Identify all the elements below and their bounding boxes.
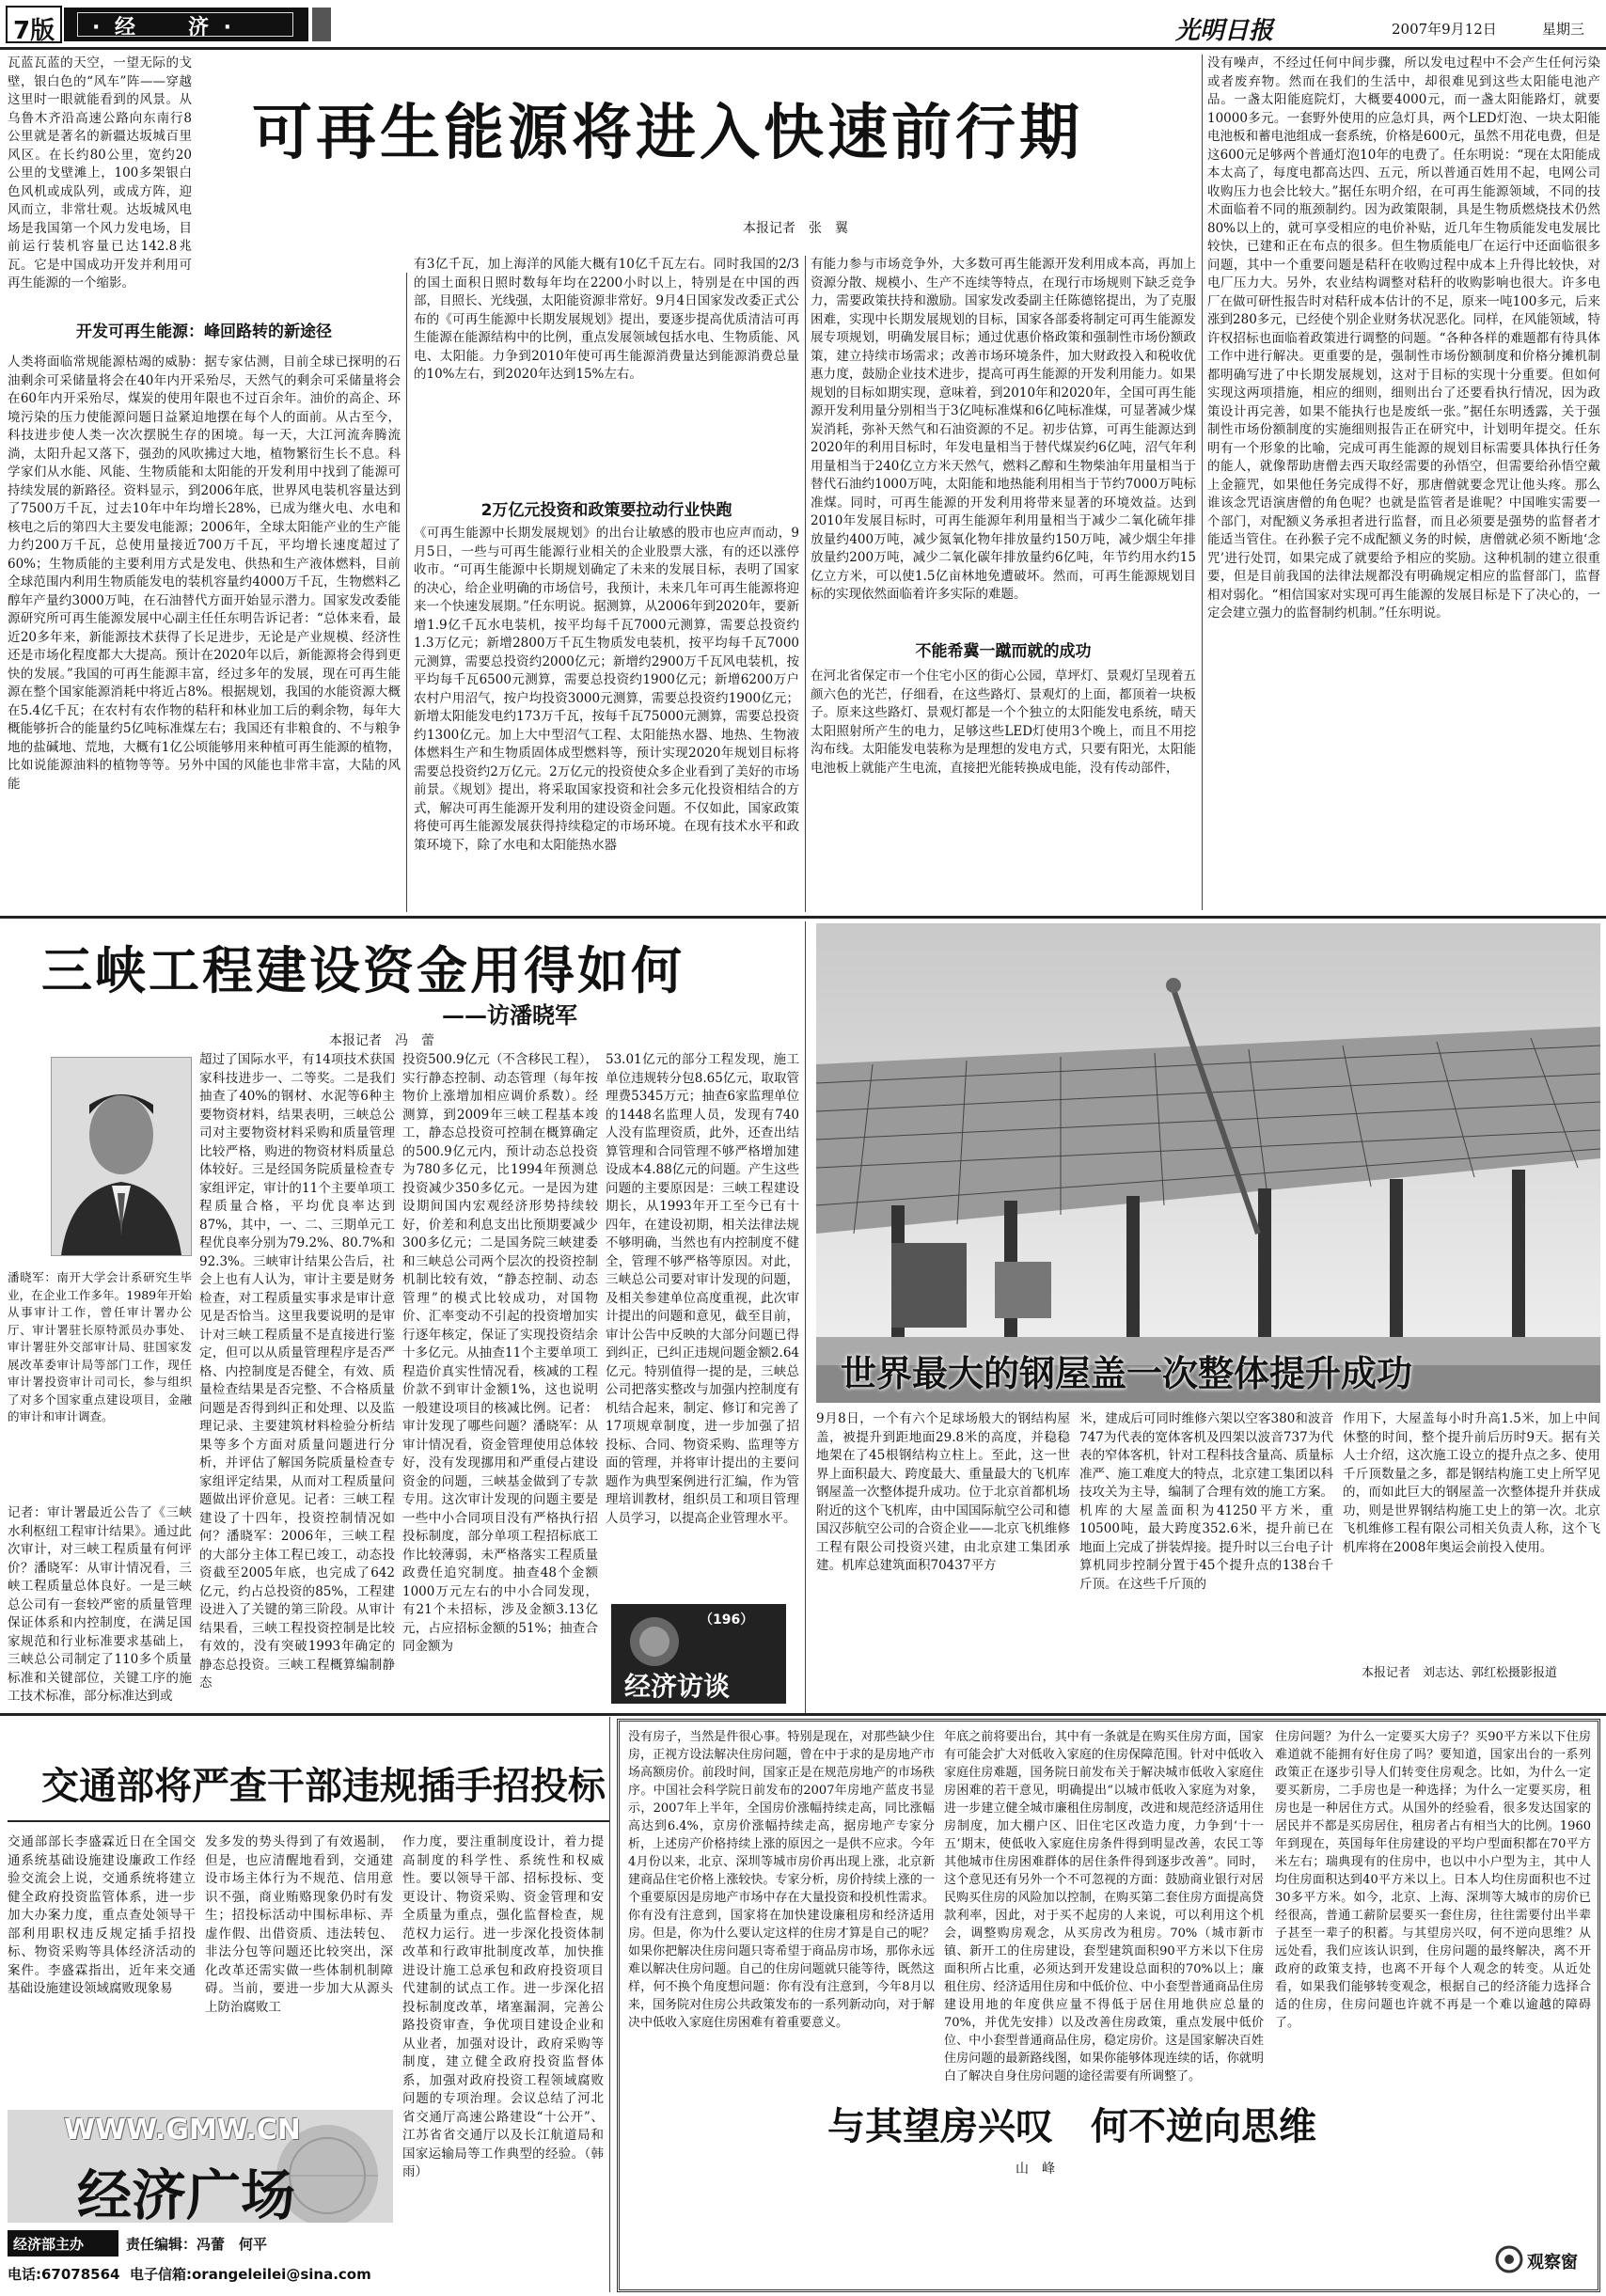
- website-url[interactable]: WWW.GMW.CN: [64, 2114, 301, 2147]
- section-rule: [0, 1713, 1606, 1716]
- lead-col3b-text: 在河北省保定市一个住宅小区的街心公园，草坪灯、景观灯呈现着五颜六色的光芒，仔细看，在这些路灯、景观灯的上面，都顶着一块板子。原来这些路灯、景观灯都是一个个独立的太阳能发电系统，晴天太阳照射所产生的电力，足够这些LED灯使用3个晚上，而且不用挖沟布线。太阳能发电装称为是理想的发电方式，只要有阳光，太阳能电池板上就能产生电流，直接把光能转换成电能，没有传动部件，: [811, 668, 1196, 776]
- housing-author: 山 峰: [1016, 2162, 1055, 2177]
- page-number-badge: [6, 6, 62, 43]
- col-divider: [406, 273, 407, 912]
- steel-roof-col1: 9月8日，一个有六个足球场般大的钢结构屋盖，被提升到距地面29.8米的高度，并稳稳地架在了45根钢结构立柱上。至此，这一世界上面积最大、跨度最大、重量最大的飞机库钢屋盖一次整体提升成功。位于北京首都机场附近的这个飞机库，由中国国际航空公司和德国汉莎航空公司的合资企业——北京飞机维修工程有限公司投资兴建，由北京建工集团承建。机库总建筑面积70437平方: [816, 1411, 1070, 1573]
- lead-subhead-2: 2万亿元投资和政策要拉动行业快跑: [480, 501, 732, 520]
- section-rule: [0, 916, 1606, 919]
- housing-col2: 年底之前将要出台，其中有一条就是在购买住房方面，国家有可能会扩大对低收入家庭的住房保障范围。针对中低收入家庭住房难题，国务院日前发布关于解决城市低收入家庭住房困难的若干意见，明确提出“以城市低收入家庭为对象，进一步建立健全城市廉租住房制度，改进和规范经济适用住房制度，加大棚户区、旧住宅区改造力度，力争到‘十一五’期末，使低收入家庭住房条件得到明显改善，农民工等其他城市住房困难群体的居住条件得到逐步改善”。同时，这个意见还有另外一个不可忽视的方面：鼓励商业银行对居民购买住房的风险加以控制，在购买第二套住房方面提高贷款利率，因此，对于买不起房的人来说，可以利用这个机会，调整购房观念，从买房改为租房。70%（城市新市镇、新开工的住房建设，套型建筑面积90平方米以下住房面积所占比重，必须达到开发建设总面积的70%以上；廉租住房、经济适用住房和中低价位、中小套型普通商品住房建设用地的年度供应量不得低于居住用地供应总量的70%，并优先安排）以及改善住房政策，重点发展中低价位、中小套型普通商品住房，稳定房价。这是国家解决百姓住房问题的最新路线图，如果你能够体现连续的话，你就明白了解决自身住房问题的途径需要有所调整了。: [944, 1730, 1264, 2084]
- lead-byline: 本报记者 张 翼: [743, 221, 848, 236]
- observation-badge: [1495, 2238, 1593, 2281]
- editor-label-text: 经济部主办: [13, 2236, 85, 2253]
- sanxia-subtitle: ——访潘晓军: [442, 1001, 577, 1029]
- editor-names: 责任编辑：冯蕾 何平: [126, 2236, 268, 2253]
- lead-title: 可再生能源将进入快速前行期: [252, 99, 1083, 168]
- col-divider: [805, 256, 806, 912]
- section-band-tail: [312, 8, 331, 41]
- interview-badge-number: （196）: [700, 1612, 754, 1628]
- section-band: [64, 8, 308, 41]
- col-divider: [805, 921, 806, 1713]
- lead-col2b-text: 《可再生能源中长期发展规划》的出台让敏感的股市也应声而动，9月5日，一些与可再生能源行业相关的企业股票大涨，有的还以涨停收市。“可再生能源中长期规划确定了未来的发展目标，表明了国家的决心，给企业明确的市场信号，我预计，未来几年可再生能源将迎来一个快速发展期。”任东明说。据测算，从2006年到2020年，要新增1.9亿千瓦水电装机，按平均每千瓦7000元测算，需要总投资约1.3万亿元；新增2800万千瓦生物质发电装机，按平均每千瓦7000元测算，需要总投资约2000亿元；新增约2900万千瓦风电装机，按平均每千瓦6500元测算，需要总投资约1900亿元；新增6200万户农村户用沼气，按户均投资3000元测算，需要总投资约1900亿元；新增太阳能发电约173万千瓦，按每千瓦75000元测算，需要总投资约1300亿元。加上大中型沼气工程、太阳能热水器、地热、生物液体燃料生产和生物质固体成型燃料等，预计实现2020年规划目标将需要总投资约2万亿元。2万亿元的投资使众多企业看到了美好的市场前景。《规划》提出，将采取国家投资和社会多元化投资相结合的方式，解决可再生能源开发利用的建设资金问题。不仅如此，国家政策将使可再生能源发展获得持续稳定的市场环境。在现有技术水平和政策环境下，除了水电和太阳能热水器: [414, 526, 799, 853]
- sanxia-col4-text: 53.01亿元的部分工程发现，施工单位违规转分包8.65亿元，取取管理费5345万元；抽查6家监理单位的1448名监理人员，发现有740人没有监理资质，此外，还查出结算管理和合同管理不够严格增加建设成本4.88亿元的问题。产生这些问题的主要原因是：三峡工程建设期长，从1993年开工至今已有十四年，在建设初期，相关法律法规不够明确，当然也有内控制度不健全，管理不够严格等原因。对此，三峡总公司要对审计发现的问题，及相关参建单位高度重视，此次审计提出的问题和意见，截至目前，审计公告中反映的大部分问题已得到纠正，已纠正违规问题金额2.64亿元。特别值得一提的是，三峡总公司把落实整改与加强内控制度有机结合起来，制定、修订和完善了17项规章制度，进一步加强了招投标、合同、物资采购、监理等方面的管理，并将审计提出的主要问题作为典型案例进行汇编，作为管理培训教材，组织员工和项目管理人员学习，以提高企业管理水平。: [606, 1052, 799, 1526]
- steel-roof-photo: [816, 923, 1600, 1403]
- lead-col1-text: 人类将面临常规能源枯竭的威胁：据专家估测，目前全球已探明的石油剩余可采储量将会在40年内开采殆尽，天然气的剩余可采储量将会在60年内开采殆尽，煤炭的使用年限也不过百余年。油价的高企、环境污染的压力使能源问题日益紧迫地摆在每个人的面前。从古至今，科技进步使人类一次次摆脱生存的困境。每一天，大江河流奔腾流淌，太阳升起又落下，强劲的风吹拂过大地，植物繁衍生长不息。科学家们从水能、风能、生物质能和太阳能的开发利用中找到了能源可持续发展的新路径。资料显示，到2006年底，世界风电装机容量达到了7500万千瓦，过去10年中年均增长28%，已成为继火电、水电和核电之后的第四大主要发电能源；2006年，全球太阳能产业的生产能力约200万千瓦，总使用量接近700万千瓦，平均增长速度超过了60%；生物质能的主要利用方式是发电、供热和生产液体燃料，目前全球范围内利用生物质能发电的装机容量约4000万千瓦，生物燃料乙醇年产量约3000万吨，在石油替代方面开始显示潜力。国家发改委能源研究所可再生能源发展中心副主任任东明告诉记者：“总体来看，最近20多年来，新能源技术获得了长足进步，无论是产业规模、经济性还是市场化程度都大大提高。预计在2020年以后，新能源将会得到更快的发展。”我国的可再生能源丰富，经过多年的发展，现在可再生能源在整个国家能源消耗中将近占8%。根据规划，我国的水能资源大概在5.4亿千瓦；在农村有农作物的秸秆和林业加工后的剩余物，每年大概能够折合的能量约5亿吨标准煤左右；我国还有非粮食的、不与粮争地的盐碱地、荒地，大概有1亿公顷能够用来种植可再生能源的植物，比如说能源油料的植物等等。另外中国的风能也非常丰富，大陆的风能: [8, 354, 401, 792]
- sanxia-col3-text: 投资500.9亿元（不含移民工程），实行静态控制、动态管理（每年按物价上涨增加相应调价系数）。经测算，到2009年三峡工程基本竣工，静态总投资可控制在概算确定的500.9亿元内，预计动态总投资为780多亿元，比1994年预测总投资减少350多亿元。一是因为建设期间国内宏观经济形势持续较好，价差和利息支出比预期要减少300多亿元；二是国务院三峡建委和三峡总公司两个层次的投资控制机制比较有效，“静态控制、动态管理”的模式比较成功，对国物价、汇率变动不引起的投资增加实行逐年核定，保证了实现投资结余十多亿元。从抽查11个主要单项工程造价真实性情况看，核减的工程价款不到审计金额1%，这也说明一般建设项目的核减比例。记者：审计发现了哪些问题？潘晓军：从审计情况看，资金管理使用总体较好，没有发现挪用和严重侵占建设资金的问题，三峡基金做到了专款专用。这次审计发现的问题主要是一些中小合同项目没有严格执行招投标制度，部分单项工程招标底工作比较薄弱，未严格落实工程质量政费任追究制度。抽查48个金额1000万元左右的中小合同发现，有21个未招标，涉及金额3.13亿元，占应招标金额的51%；抽查合同金额为: [402, 1052, 598, 1654]
- jiaotong-title: 交通部将严查干部违规插手招投标: [41, 1765, 606, 1808]
- sanxia-col2-text: 超过了国际水平，有14项技术获国家科技进步一、二等奖。二是我们抽查了40%的钢材、水泥等6种主要物资材料，结果表明，三峡总公司对主要物资材料采购和质量管理比较严格，购进的物资材料质量总体较好。三是经国务院质量检查专家组评定，审计的11个主要单项工程质量合格，平均优良率达到87%，其中，一、二、三期单元工程优良率分别为79.2%、80.7%和92.3%。三峡审计结果公告后，社会上也有人认为，审计主要是财务检查，对工程质量实事求是审计意见是否恰当。这里我要说明的是审计对三峡工程质量不是直接进行鉴定，但可以从质量管理程序是否严格、内控制度是否健全，有效、质量检查结果是否完整、不合格质量问题是否得到纠正和处理、以及监理记录、主要建筑材料检验分析结果等多个方面对质量问题进行分析，并评估了解国务院质量检查专家组评定结果，从而对工程质量问题做出评价意见。记者：三峡工程建设了十四年，投资控制情况如何？潘晓军：2006年，三峡工程的大部分主体工程已竣工，动态投资截至2005年底，也完成了642亿元，约占总投资的85%，工程建设进入了关键的第三阶段。从审计结果看，三峡工程投资控制是比较有效的，没有突破1993年确定的静态总投资。三峡工程概算编制静态: [199, 1052, 395, 1691]
- housing-col3: 住房问题？为什么一定要买大房子？买90平方米以下住房难道就不能拥有好住房了吗？要知道，国家出台的一系列政策正在逐步引导人们转变住房观念。比如，为什么一定要买新房，二手房也是一种选择；为什么一定要买房，租房也是一种居住方式。从国外的经验看，很多发达国家的居民并不都是买房居住，租房者占有相当大的比例。1960年到现在，英国每年住房建设的平均户型面积都在70平方米左右；瑞典现有的住房中，也以中小户型为主，其中人均住房面积达到40平方米以上。日本人均住房面积也不过30多平方米。如今，北京、上海、深圳等大城市的房价已经很高，普通工薪阶层要买一套住房，往往需要付出半辈子甚至一辈子的积蓄。与其望房兴叹，何不逆向思维？从远处看，我们应该认识到，住房问题的最终解决，离不开政府的政策支持，也离不开每个人观念的转变。从近处看，如果我们能够转变观念，根据自己的经济能力选择合适的住房，住房问题也许就不再是一个难以逾越的障碍了。: [1275, 1730, 1591, 2030]
- steel-roof-col2: 米，建成后可同时维修六架以空客380和波音747为代表的宽体客机及四架以波音737为代表的窄体客机，针对工程科技含量高、质量标准严、施工难度大的特点，北京建工集团以科技攻关为主导，编制了合理有效的施工方案。机库的大屋盖面积为41250平方米，重10500吨，最大跨度352.6米，提升前已在地面上完成了拼装焊接。提升时以三台电子计算机同步控制分置于45个提升点的138台千斤顶。在这些千斤顶的: [1079, 1411, 1333, 1592]
- sanxia-col1-text: 记者：审计署最近公告了《三峡水利枢纽工程审计结果》。通过此次审计，对三峡工程质量有何评价？潘晓军：从审计情况看，三峡工程质量总体良好。一是三峡总公司有一套较严密的质量管理保证体系和内控制度，在满足国家规范和行业标准要求基础上，三峡总公司制定了110多个质量标准和关键部位，关键工序的施工技术标准，部分标准达到或: [8, 1505, 192, 1704]
- editor-email[interactable]: 电子信箱:orangeleilei@sina.com: [130, 2266, 371, 2283]
- lead-subhead-3: 不能希冀一蹴而就的成功: [915, 642, 1092, 661]
- portrait-image: [52, 1058, 191, 1255]
- interview-badge: [611, 1604, 786, 1704]
- col-divider: [1202, 55, 1203, 910]
- portrait-caption: 潘晓军：南开大学会计系研究生毕业，在企业工作多年。1989年开始从事审计工作，曾任审计署办公厅、审计署驻长原特派员办事处、审计署驻外交部审计局、驻国家发展改革委审计局等部门工作，现任审计署投资审计司司长，参与组织了对多个国家重点建设项目，金融的审计和审计调查。: [8, 1270, 192, 1423]
- lead-subhead-1: 开发可再生能源：峰回路转的新途径: [76, 322, 332, 341]
- steel-roof-title: 世界最大的钢屋盖一次整体提升成功: [841, 1353, 1413, 1394]
- col-divider: [609, 1717, 610, 2292]
- page-number: 7版: [13, 17, 55, 45]
- steel-roof-image: [816, 923, 1600, 1403]
- guangchang-banner: [8, 2110, 393, 2227]
- housing-col1: 没有房子，当然是件很心事。特别是现在，对那些缺少住房，正视方设法解决住房问题，曾在中于求的是房地产市场高额房价。前段时间，国家正是在规范房地产的市场秩序。中国社会科学院日前发布的2007年房地产蓝皮书显示，2007年上半年，全国房价涨幅持续走高，同比涨幅高达到6.4%，京房价涨幅持续走高，据房地产专家分析，上述房产价格持续上涨的原因之一是供不应求。今年4月份以来，北京、深圳等城市房价再出现上涨，北京新建商品住宅价格上涨较快。专家分析，房价持续上涨的一个重要原因是房地产市场中存在大量投资和投机性需求。你有没有注意到，国家将在加快建设廉租房和经济适用房。但是，你为什么要认定这样的住房才算是自己的呢？如果你把解决住房问题只寄希望于商品房市场，那你永远难以解决住房问题。自己的住房问题就只能等待，既然这样，何不换个角度想问题：你有没有注意到，今年8月以来，国务院对住房公共政策发布的一系列新动向，对于解决中低收入家庭住房困难有着重要意义。: [628, 1730, 935, 2030]
- jiaotong-col1: 交通部部长李盛霖近日在全国交通系统基础设施建设廉政工作经验交流会上说，交通系统将建立健全政府投资监管体系，进一步加大办案力度，重点查处领导干部利用职权违反规定插手招投标、物资采购等具体经济活动的案件。李盛霖指出，近年来交通基础设施建设领域腐败现象易: [8, 1834, 196, 1996]
- jiaotong-title-rule: [8, 1820, 609, 1822]
- editor-phone: 电话:67078564: [8, 2266, 120, 2283]
- lead-col4-text: 没有噪声，不经过任何中间步骤，所以发电过程中不会产生任何污染或者废弃物。然而在我们的生活中，却很难见到这些太阳能电池产品。一盏太阳能庭院灯，大概要4000元，而一盏太阳能路灯，就要10000多元。一套野外使用的应急灯具，两个LED灯泡、一块太阳能电池板和蓄电池组成一套系统，价格是600元，虽然不用花电费，但是这600元足够两个普通灯泡10年的电费了。任东明说：“现在太阳能成本太高了，每度电都高达四、五元，所以普通百姓用不起，电网公司收购压力也会比较大。”据任东明介绍，在可再生能源领域，不同的技术面临着不同的瓶颈制约。因为政策限制，具是生物质燃烧技术仍然80%以上的，就可享受相应的电价补贴，近几年生物质能发电发展比较快，已建和正在布点的很多。但生物质能电厂在运行中还面临很多问题，其中一个重要问题是秸秆在收购过程中成本上升得比较快，对电厂压力大。另外，农业结构调整对秸秆的收购影响也很大。许多电厂在做可研性报告时对秸秆成本估计的不足，原来一吨100多元，后来涨到280多元，已经使个别企业财务状况恶化。同样，在风能领域，特许权招标也面临着政策进行调整的问题。“各种各样的难题都有待具体工作中进行解决。更重要的是，强制性市场份额制度和价格分摊机制都明确写进了中长期发展规划，这对于目标的实现十分重要。但如何实现这两项措施，相应的细则，细则出台了还要看执行情况，因为政策设计再完善，如果不能执行也是废纸一张。”据任东明透露，关于强制性市场份额制度的实施细则报告正在研究中，计划明年提交。任东明有一个形象的比喻，完成可再生能源的规划目标需要具体执行任务的能人，就像帮助唐僧去西天取经需要的孙悟空，但需要给孙悟空戴上金箍咒，如果他任务完成得不好，那唐僧就要念咒让他头疼。那么谁该念咒语演唐僧的角色呢？也就是监管者是谁呢？中国唯实需要一个部门，对配额义务承担者进行监督，而且必须要是强势的监督者才能适当管住。在孙猴子完不成配额义务的时候，唐僧就必须不断地‘念咒’进行处罚，如果完成了就要给予相应的奖励。这种机制的建立很重要，但是目前我国的法律法规都没有明确规定相应的监督部门，监督相对弱化。“相信国家对实现可再生能源的发展目标是下了决心的，一定会建立强力的监督制约机制。”任东明说。: [1207, 55, 1600, 621]
- portrait-photo: [51, 1057, 192, 1256]
- housing-title: 与其望房兴叹 何不逆向思维: [827, 2105, 1316, 2148]
- sanxia-title: 三峡工程建设资金用得如何: [41, 941, 685, 1000]
- header-rule: [0, 47, 1606, 50]
- section-name: · 经 济 ·: [92, 16, 236, 39]
- interview-badge-label: 经济访谈: [624, 1671, 731, 1702]
- issue-weekday: 星期三: [1542, 21, 1585, 38]
- steel-roof-col3: 作用下，大屋盖每小时升高1.5米，加上中间休整的时间，整个提升前后历时9天。据有关人士介绍，这次施工设立的提升点之多、使用千斤顶数量之多，都是钢结构施工史上所罕见的，而如此巨大的钢屋盖一次整体提升并获成功，则是世界钢结构施工史上的第一次。北京飞机维修工程有限公司相关负责人称，这个飞机库将在2008年奥运会前投入使用。: [1343, 1411, 1600, 1555]
- editor-bar: [8, 2230, 604, 2288]
- jiaotong-col3: 作力度，要注重制度设计，着力提高制度的科学性、系统性和权威性。要以领导干部、招标投标、变更设计、物资采购、资金管理和安全质量为重点，强化监督检查，规范权力运行。进一步深化投资体制改革和行政审批制度改革，加快推进设计施工总承包和政府投资项目代建制的试点工作。进一步深化招投标制度改革，堵塞漏洞，完善公路投资审查，争优项目建设企业和从业者，加强对设计，政府采购等制度，建立健全政府投资监督体系，加强对政府投资工程领域腐败问题的专项治理。会议总结了河北省交通厅高速公路建设“十公开”、江苏省省交通厅以及长江航道局和国家运输局等工作典型的经验。（韩雨）: [402, 1834, 604, 2179]
- masthead: 光明日报: [1175, 17, 1274, 45]
- observation-badge-icon: [1495, 2245, 1523, 2273]
- steel-roof-credit: 本报记者 刘志达、郭红松摄影报道: [1362, 1666, 1558, 1680]
- jiaotong-col2: 发多发的势头得到了有效遏制，但是，也应清醒地看到，交通建设市场主体行为不规范、信用意识不强，商业贿赂现象仍时有发生；招投标活动中围标串标、弄虚作假、出借资质、违法转包、非法分包等问题还比较突出，深化改革还需实做一些体制机制障碍。当前，要进一步加大从源头上防治腐败工: [205, 1834, 393, 2015]
- sanxia-byline: 本报记者 冯 蕾: [329, 1033, 434, 1048]
- issue-date: 2007年9月12日: [1392, 21, 1497, 38]
- guangchang-title: 经济广场: [77, 2163, 296, 2227]
- editor-label: [8, 2230, 118, 2257]
- lead-intro: 瓦蓝瓦蓝的天空，一望无际的戈壁，银白色的“风车”阵——穿越这里时一眼就能看到的风景。从乌鲁木齐沿高速公路向东南行8公里就是著名的新疆达坂城百里风区。在长约80公里，宽约20公里的戈壁滩上，100多架银白色风机或成队列，或成方阵，迎风而立，非常壮观。达坂城风电场是我国第一个风力发电场，目前运行装机容量已达142.8兆瓦。它是中国成功开发并利用可再生能源的一个缩影。: [8, 55, 192, 291]
- lead-col3-text: 有能力参与市场竞争外，大多数可再生能源开发利用成本高，再加上资源分散、规模小、生产不连续等特点，在现行市场规则下缺乏竞争力，需要政策扶持和激励。国家发改委副主任陈德铭提出，为了克服困难，实现中长期发展规划的目标，国家各部委将制定可再生能源发展专项规划，明确发展目标；通过优惠价格政策和强制性市场份额政策，建立持续市场需求；改善市场环境条件，加大财政投入和税收优惠力度，鼓励企业技术进步，提高可再生能源的开发利用能力。如果规划的目标如期实现，意味着，到2010年和2020年，全国可再生能源开发利用量分别相当于3亿吨标准煤和6亿吨标准煤，可显著减少煤炭消耗，弥补天然气和石油资源的不足。初步估算，可再生能源达到2020年的利用目标时，年发电量相当于替代煤炭约6亿吨，沼气年利用量相当于240亿立方米天然气，燃料乙醇和生物柴油年用量相当于替代石油约1000万吨，太阳能和地热能利用相当于节约7000万吨标准煤。同时，可再生能源的开发利用将带来显著的环境效益。达到2010年发展目标时，可再生能源年利用量相当于减少二氧化硫年排放量约400万吨，减少氮氧化物年排放量约150万吨，减少烟尘年排放量约200万吨，减少二氧化碳年排放量约6亿吨，年节约用水约15亿立方米，可以使1.5亿亩林地免遭破坏。然而，可再生能源规划目标的实现依然面临着许多实际的难题。: [811, 257, 1196, 602]
- observation-badge-label: 观察窗: [1527, 2253, 1578, 2272]
- lead-col2-text: 有3亿千瓦，加上海洋的风能大概有10亿千瓦左右。同时我国的2/3的国土面积日照时数每年均在2200小时以上，特别是在中国的西部，目照长、光线强，太阳能资源非常好。9月4日国家发改委正式公布的《可再生能源中长期发展规划》提出，要逐步提高优质清洁可再生能源在能源结构中的比例，重点发展领域包括水电、生物质能、风电、太阳能。力争到2010年使可再生能源消费量达到能源消费总量的10%左右，到2020年达到15%左右。: [414, 257, 799, 382]
